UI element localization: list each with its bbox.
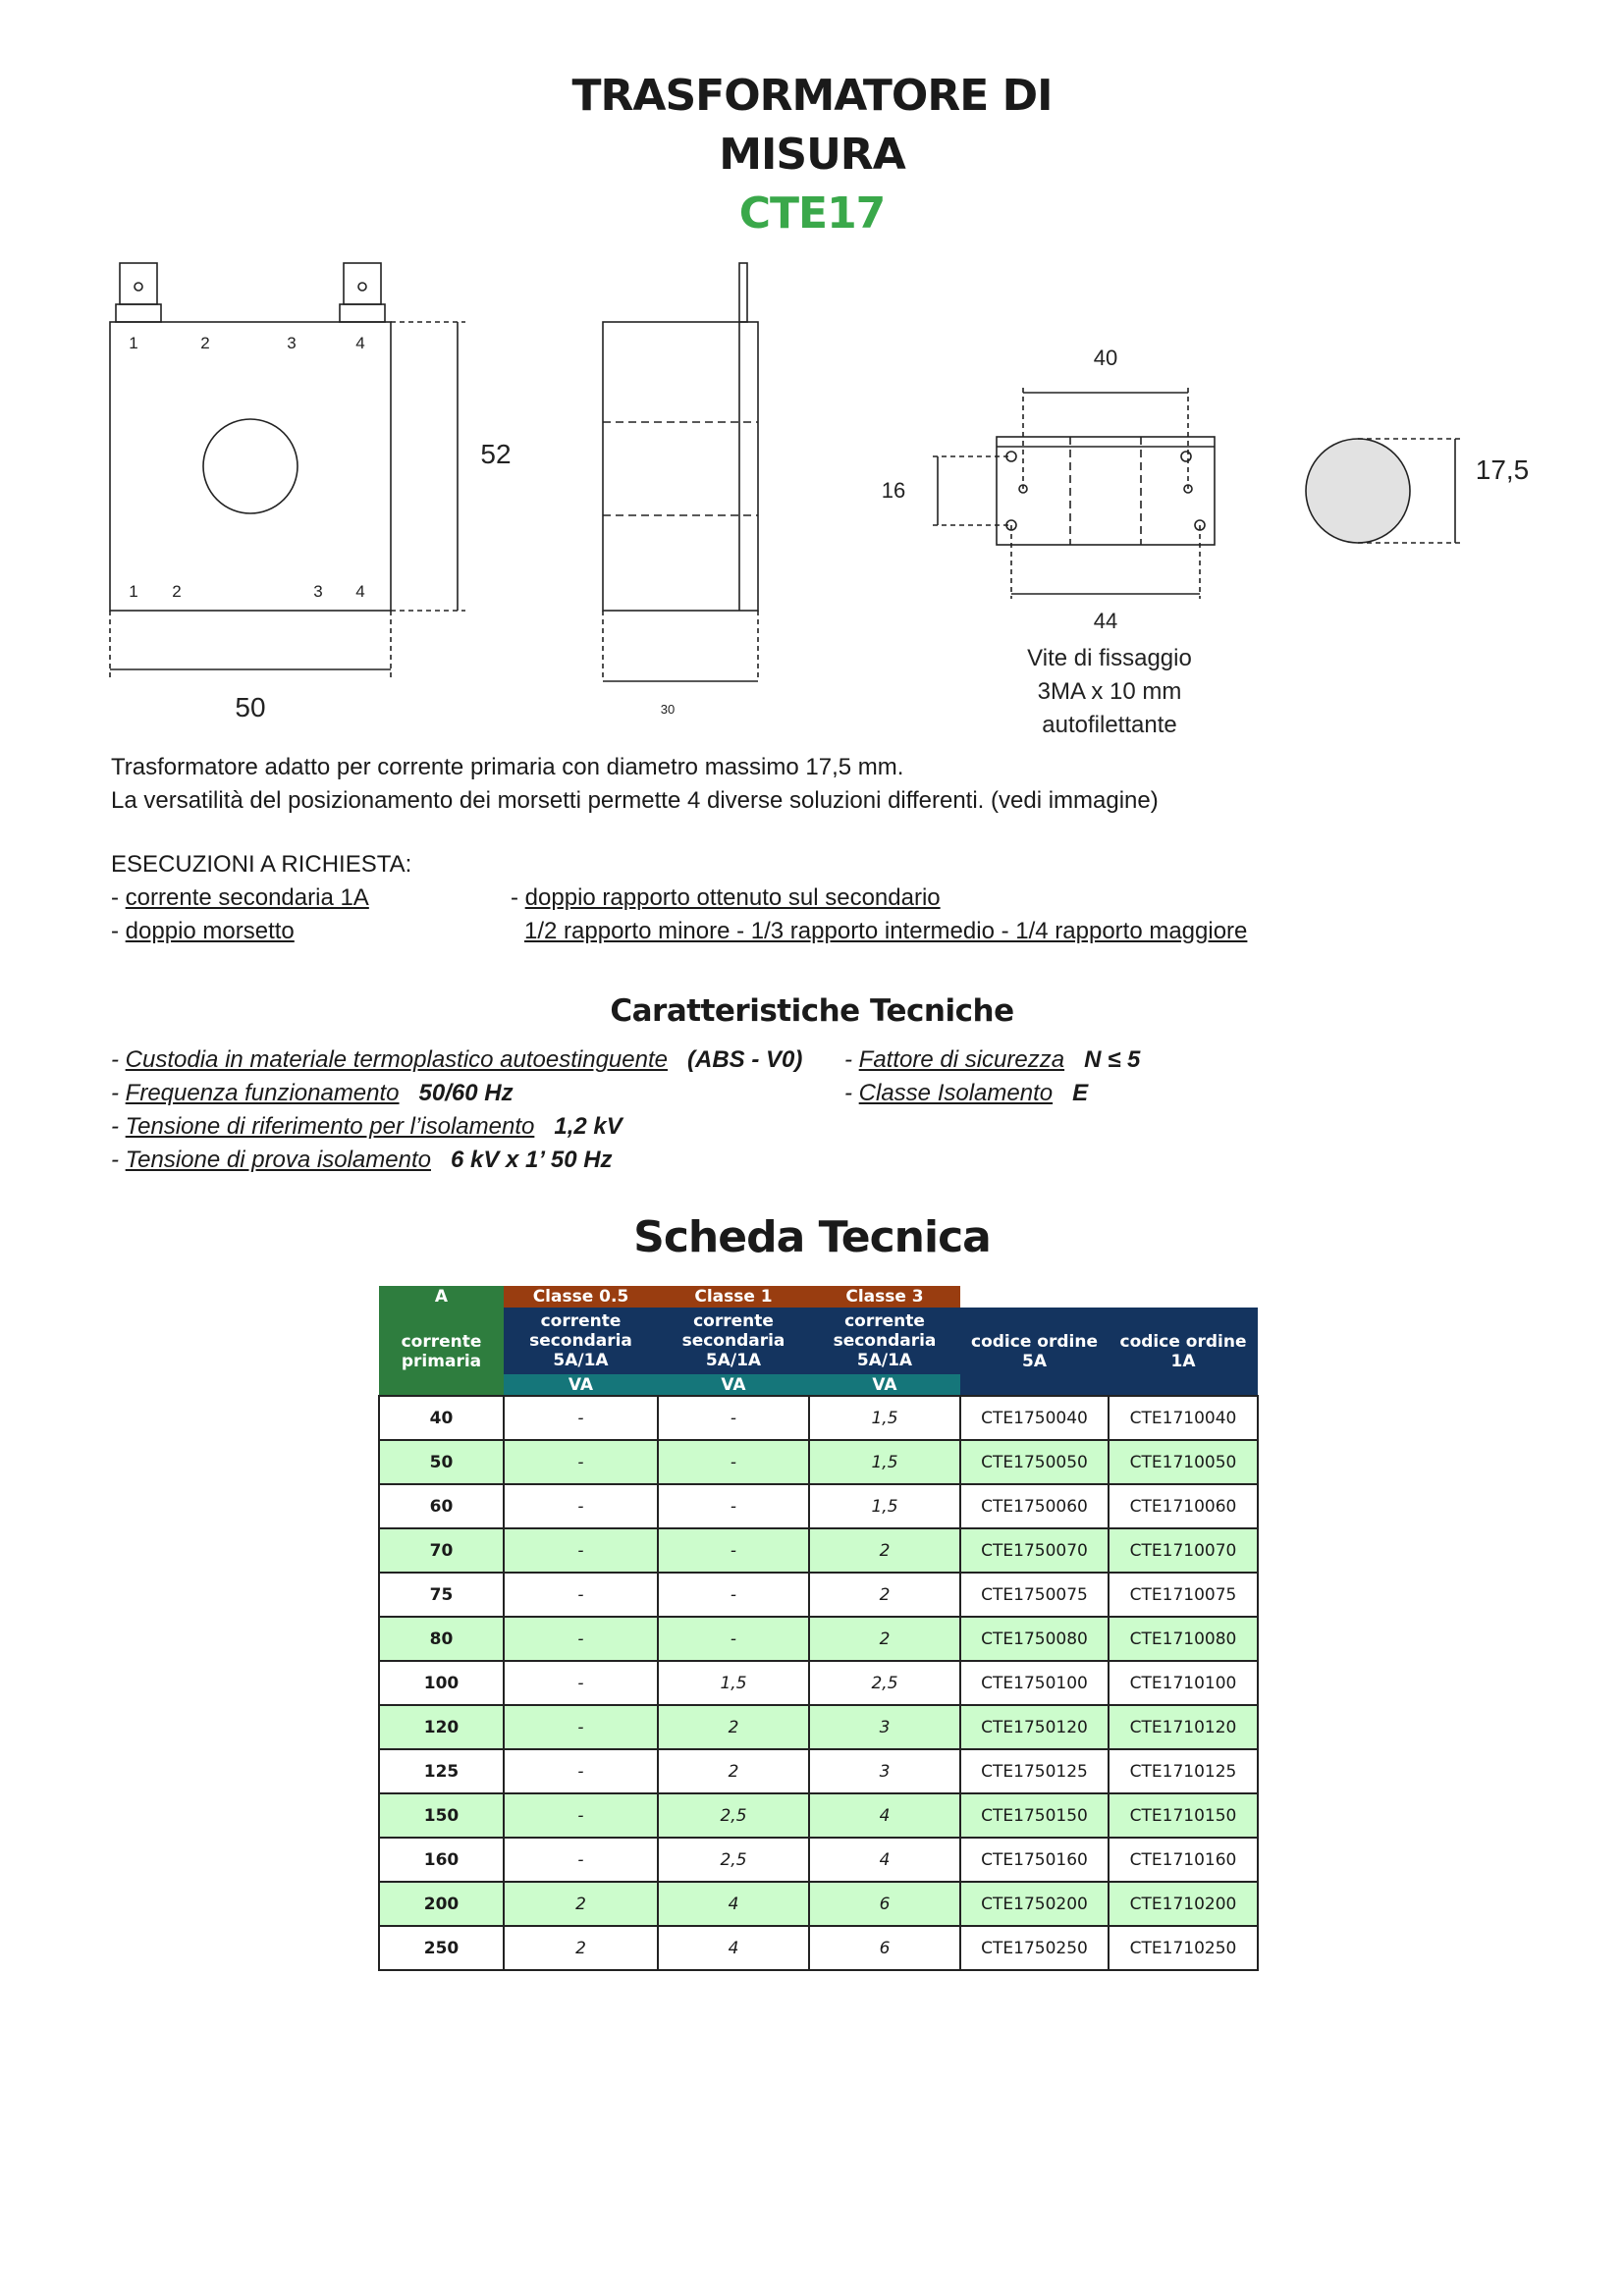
depth-dimension: 30 <box>660 702 676 717</box>
mount-bottom-dimension: 44 <box>1093 609 1118 633</box>
va-class-1-cell: - <box>658 1573 809 1617</box>
primary-current-cell: 60 <box>379 1484 504 1528</box>
header-primary: corrente primaria <box>379 1308 504 1396</box>
header-code-1a: codice ordine 1A <box>1109 1308 1258 1396</box>
table-row <box>379 1749 1258 1793</box>
order-code-1a-cell: CTE1710100 <box>1109 1661 1258 1705</box>
va-class-1-cell: 2 <box>658 1705 809 1749</box>
va-class-05-cell: - <box>504 1705 658 1749</box>
header-va-3: VA <box>809 1374 960 1396</box>
va-class-3-cell: 3 <box>809 1705 960 1749</box>
order-code-1a-cell: CTE1710200 <box>1109 1882 1258 1926</box>
va-class-05-cell: - <box>504 1838 658 1882</box>
va-class-3-cell: 1,5 <box>809 1440 960 1484</box>
header-secondary-1: corrente secondaria 5A/1A <box>658 1308 809 1374</box>
table-row <box>379 1396 1258 1440</box>
va-class-1-cell: - <box>658 1484 809 1528</box>
table-row <box>379 1573 1258 1617</box>
table-row <box>379 1838 1258 1882</box>
order-code-1a-cell: CTE1710150 <box>1109 1793 1258 1838</box>
feature-left-4: - Tensione di prova isolamento 6 kV x 1’ 50 Hz <box>111 1147 613 1173</box>
table-row <box>379 1926 1258 1970</box>
va-class-1-cell: - <box>658 1440 809 1484</box>
mount-left-dimension: 16 <box>881 478 906 503</box>
terminal-label-top-2: 2 <box>200 334 210 352</box>
va-class-1-cell: 4 <box>658 1926 809 1970</box>
order-code-5a-cell: CTE1750050 <box>960 1440 1109 1484</box>
va-class-3-cell: 2 <box>809 1617 960 1661</box>
header-va-05: VA <box>504 1374 658 1396</box>
order-code-5a-cell: CTE1750075 <box>960 1573 1109 1617</box>
primary-current-cell: 120 <box>379 1705 504 1749</box>
terminal-label-top-3: 3 <box>287 334 297 352</box>
width-dimension: 50 <box>235 692 266 722</box>
primary-current-cell: 100 <box>379 1661 504 1705</box>
va-class-05-cell: - <box>504 1661 658 1705</box>
va-class-05-cell: - <box>504 1484 658 1528</box>
order-code-1a-cell: CTE1710050 <box>1109 1440 1258 1484</box>
va-class-1-cell: - <box>658 1528 809 1573</box>
order-code-1a-cell: CTE1710160 <box>1109 1838 1258 1882</box>
header-class-3: Classe 3 <box>809 1286 960 1308</box>
table-row <box>379 1793 1258 1838</box>
terminal-label-top-1: 1 <box>129 334 138 352</box>
va-class-3-cell: 2 <box>809 1528 960 1573</box>
header-code-5a: codice ordine 5A <box>960 1308 1109 1396</box>
order-code-1a-cell: CTE1710040 <box>1109 1396 1258 1440</box>
order-code-5a-cell: CTE1750200 <box>960 1882 1109 1926</box>
screw-note-1: Vite di fissaggio <box>1027 645 1192 671</box>
va-class-3-cell: 3 <box>809 1749 960 1793</box>
va-class-3-cell: 4 <box>809 1838 960 1882</box>
order-code-5a-cell: CTE1750120 <box>960 1705 1109 1749</box>
primary-current-cell: 75 <box>379 1573 504 1617</box>
primary-current-cell: 200 <box>379 1882 504 1926</box>
header-class-1: Classe 1 <box>658 1286 809 1308</box>
va-class-3-cell: 4 <box>809 1793 960 1838</box>
option-left-2: - doppio morsetto <box>111 918 295 944</box>
spec-table <box>378 1286 1259 1971</box>
header-secondary-3: corrente secondaria 5A/1A <box>809 1308 960 1374</box>
order-code-1a-cell: CTE1710250 <box>1109 1926 1258 1970</box>
header-va-1: VA <box>658 1374 809 1396</box>
screw-note-2: 3MA x 10 mm <box>1037 678 1182 705</box>
terminal-right <box>344 263 381 304</box>
order-code-5a-cell: CTE1750100 <box>960 1661 1109 1705</box>
technical-drawing <box>0 245 1624 756</box>
terminal-left <box>120 263 157 304</box>
table-row <box>379 1484 1258 1528</box>
options-heading: ESECUZIONI A RICHIESTA: <box>111 851 412 878</box>
primary-current-cell: 250 <box>379 1926 504 1970</box>
header-secondary-05: corrente secondaria 5A/1A <box>504 1308 658 1374</box>
features-heading: Caratteristiche Tecniche <box>610 993 1014 1029</box>
option-right-1: - doppio rapporto ottenuto sul secondario <box>511 884 941 911</box>
order-code-5a-cell: CTE1750070 <box>960 1528 1109 1573</box>
va-class-1-cell: 2,5 <box>658 1838 809 1882</box>
terminal-label-top-4: 4 <box>355 334 365 352</box>
order-code-5a-cell: CTE1750125 <box>960 1749 1109 1793</box>
feature-left-2: - Frequenza funzionamento 50/60 Hz <box>111 1080 514 1106</box>
va-class-05-cell: 2 <box>504 1926 658 1970</box>
order-code-5a-cell: CTE1750160 <box>960 1838 1109 1882</box>
table-row <box>379 1440 1258 1484</box>
primary-hole <box>203 419 298 513</box>
feature-right-1: - Fattore di sicurezza N ≤ 5 <box>844 1046 1141 1073</box>
header-class-05: Classe 0.5 <box>504 1286 658 1308</box>
va-class-3-cell: 2,5 <box>809 1661 960 1705</box>
primary-current-cell: 150 <box>379 1793 504 1838</box>
order-code-5a-cell: CTE1750060 <box>960 1484 1109 1528</box>
va-class-3-cell: 1,5 <box>809 1396 960 1440</box>
va-class-1-cell: - <box>658 1396 809 1440</box>
va-class-1-cell: 2 <box>658 1749 809 1793</box>
primary-current-cell: 70 <box>379 1528 504 1573</box>
order-code-5a-cell: CTE1750080 <box>960 1617 1109 1661</box>
va-class-05-cell: - <box>504 1396 658 1440</box>
model-code: CTE17 <box>738 188 886 239</box>
title-line-1: TRASFORMATORE DI <box>571 71 1053 121</box>
va-class-1-cell: 2,5 <box>658 1793 809 1838</box>
table-heading: Scheda Tecnica <box>633 1212 991 1262</box>
va-class-3-cell: 6 <box>809 1882 960 1926</box>
order-code-1a-cell: CTE1710075 <box>1109 1573 1258 1617</box>
va-class-05-cell: - <box>504 1793 658 1838</box>
feature-right-2: - Classe Isolamento E <box>844 1080 1089 1106</box>
table-row <box>379 1528 1258 1573</box>
order-code-5a-cell: CTE1750040 <box>960 1396 1109 1440</box>
height-dimension: 52 <box>480 439 512 469</box>
table-row <box>379 1661 1258 1705</box>
description-line-2: La versatilità del posizionamento dei morsetti permette 4 diverse soluzioni differenti. (vedi immagine) <box>111 787 1159 814</box>
order-code-5a-cell: CTE1750250 <box>960 1926 1109 1970</box>
va-class-05-cell: - <box>504 1573 658 1617</box>
description-line-1: Trasformatore adatto per corrente primaria con diametro massimo 17,5 mm. <box>111 754 904 780</box>
va-class-05-cell: - <box>504 1749 658 1793</box>
va-class-05-cell: - <box>504 1528 658 1573</box>
order-code-1a-cell: CTE1710080 <box>1109 1617 1258 1661</box>
va-class-3-cell: 6 <box>809 1926 960 1970</box>
primary-current-cell: 80 <box>379 1617 504 1661</box>
order-code-1a-cell: CTE1710120 <box>1109 1705 1258 1749</box>
title-line-2: MISURA <box>719 130 905 180</box>
va-class-3-cell: 1,5 <box>809 1484 960 1528</box>
va-class-1-cell: - <box>658 1617 809 1661</box>
terminal-label-bottom-1: 1 <box>129 582 138 601</box>
feature-left-3: - Tensione di riferimento per l’isolamento 1,2 kV <box>111 1113 623 1140</box>
table-row <box>379 1882 1258 1926</box>
order-code-1a-cell: CTE1710070 <box>1109 1528 1258 1573</box>
terminal-label-bottom-2: 2 <box>172 582 182 601</box>
table-row <box>379 1617 1258 1661</box>
header-a: A <box>379 1286 504 1308</box>
mount-top-dimension: 40 <box>1093 346 1118 370</box>
primary-current-cell: 160 <box>379 1838 504 1882</box>
option-left-1: - corrente secondaria 1A <box>111 884 369 911</box>
primary-current-cell: 40 <box>379 1396 504 1440</box>
terminal-label-bottom-3: 3 <box>313 582 323 601</box>
screw-note-3: autofilettante <box>1042 712 1177 738</box>
va-class-1-cell: 4 <box>658 1882 809 1926</box>
va-class-1-cell: 1,5 <box>658 1661 809 1705</box>
feature-left-1: - Custodia in materiale termoplastico autoestinguente (ABS - V0) <box>111 1046 803 1073</box>
va-class-3-cell: 2 <box>809 1573 960 1617</box>
hole-dimension: 17,5 <box>1475 454 1530 485</box>
primary-current-cell: 50 <box>379 1440 504 1484</box>
table-row <box>379 1705 1258 1749</box>
option-right-2: 1/2 rapporto minore - 1/3 rapporto intermedio - 1/4 rapporto maggiore <box>524 918 1248 944</box>
hole-diameter-circle <box>1306 439 1410 543</box>
order-code-5a-cell: CTE1750150 <box>960 1793 1109 1838</box>
va-class-05-cell: 2 <box>504 1882 658 1926</box>
terminal-label-bottom-4: 4 <box>355 582 365 601</box>
side-view-body <box>603 322 758 611</box>
va-class-05-cell: - <box>504 1617 658 1661</box>
order-code-1a-cell: CTE1710125 <box>1109 1749 1258 1793</box>
va-class-05-cell: - <box>504 1440 658 1484</box>
primary-current-cell: 125 <box>379 1749 504 1793</box>
order-code-1a-cell: CTE1710060 <box>1109 1484 1258 1528</box>
front-view-body <box>110 322 391 611</box>
